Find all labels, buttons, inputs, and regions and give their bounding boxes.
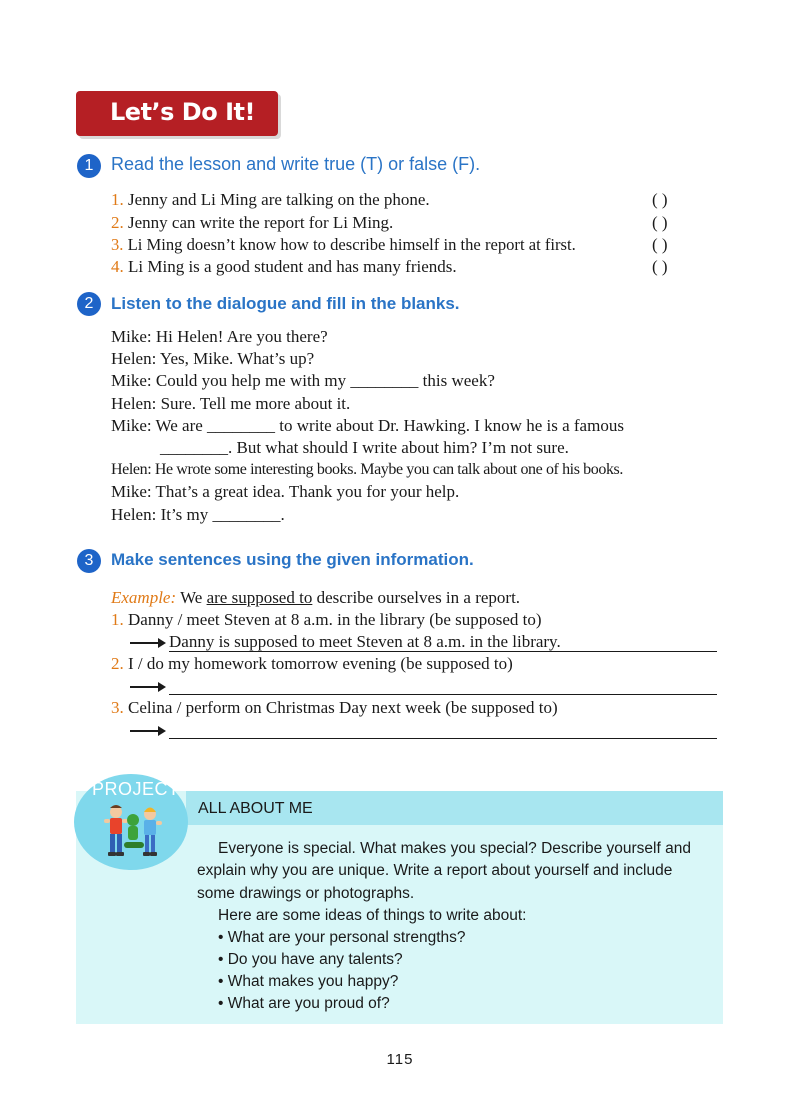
dialogue-line: Mike: We are ________ to write about Dr. Hawking. I know he is a famous	[111, 416, 624, 435]
dialogue-line: Mike: That’s a great idea. Thank you for your help.	[111, 482, 460, 501]
item-text: Danny / meet Steven at 8 a.m. in the library (be supposed to)	[128, 610, 542, 629]
arrow-icon	[130, 642, 164, 644]
item-number: 3.	[111, 698, 124, 717]
item-number: 1.	[111, 610, 124, 629]
answer-underline	[169, 738, 717, 739]
example-underlined: are supposed to	[206, 588, 313, 607]
dialogue-line: Mike: Hi Helen! Are you there?	[111, 327, 328, 346]
project-label: PROJECT	[92, 779, 180, 799]
item-number: 3.	[111, 235, 124, 254]
dialogue-line: ________. But what should I write about him? I’m not sure.	[160, 438, 569, 457]
tf-answer-box-4[interactable]: ( )	[652, 257, 668, 276]
dialogue-line: Helen: Yes, Mike. What’s up?	[111, 349, 315, 368]
item-text: Jenny can write the report for Li Ming.	[128, 213, 394, 232]
item-number: 2.	[111, 654, 124, 673]
dialogue-line: Helen: He wrote some interesting books. Maybe you can talk about one of his books.	[111, 461, 623, 478]
lets-do-it-banner	[76, 91, 278, 136]
item-number: 4.	[111, 257, 124, 276]
sentence-item-2	[111, 653, 513, 675]
item-number: 1.	[111, 190, 124, 209]
section-1-number: 1	[77, 154, 101, 178]
example-label: Example:	[111, 588, 177, 607]
section-3-number: 3	[77, 549, 101, 573]
dialogue-line: Helen: It’s my ________.	[111, 505, 285, 524]
project-idea-item: • What are you proud of?	[218, 995, 390, 1012]
project-header	[186, 791, 723, 825]
project-idea-item: • What makes you happy?	[218, 973, 399, 990]
item-text: Li Ming doesn’t know how to describe himself in the report at first.	[127, 235, 576, 254]
section-2-title: Listen to the dialogue and fill in the blanks.	[111, 294, 460, 313]
project-badge	[74, 774, 188, 870]
tf-answer-box-3[interactable]: ( )	[652, 235, 668, 254]
item-number: 2.	[111, 213, 124, 232]
item-text: I / do my homework tomorrow evening (be supposed to)	[128, 654, 513, 673]
tf-item-2	[111, 212, 393, 234]
project-paragraph-line-1: Everyone is special. What makes you special? Describe yourself and	[218, 840, 691, 857]
sentence-answer-1: Danny is supposed to meet Steven at 8 a.m. in the library.	[169, 632, 561, 651]
section-2-number: 2	[77, 292, 101, 316]
project-paragraph-line-2: explain why you are unique. Write a report about yourself and include	[197, 862, 673, 879]
example-line	[111, 587, 520, 609]
item-text: Jenny and Li Ming are talking on the phone.	[128, 190, 430, 209]
item-text: Celina / perform on Christmas Day next week (be supposed to)	[128, 698, 558, 717]
example-after: describe ourselves in a report.	[316, 588, 521, 607]
sentence-item-1	[111, 609, 542, 631]
project-ideas-intro: Here are some ideas of things to write about:	[218, 907, 527, 924]
section-3-title: Make sentences using the given information.	[111, 550, 474, 569]
sentence-item-3	[111, 697, 558, 719]
project-paragraph-line-3: some drawings or photographs.	[197, 885, 415, 902]
page-number: 115	[386, 1051, 414, 1068]
answer-underline[interactable]	[169, 694, 717, 695]
item-text: Li Ming is a good student and has many friends.	[128, 257, 457, 276]
dialogue-line: Helen: Sure. Tell me more about it.	[111, 394, 351, 413]
tf-answer-box-1[interactable]: ( )	[652, 190, 668, 209]
tf-answer-box-2[interactable]: ( )	[652, 213, 668, 232]
banner-title: Let’s Do It!	[110, 98, 255, 126]
project-idea-item: • Do you have any talents?	[218, 951, 403, 968]
example-before: We	[180, 588, 203, 607]
arrow-icon	[130, 686, 164, 688]
tf-item-3	[111, 234, 576, 256]
section-1-title: Read the lesson and write true (T) or false (F).	[111, 154, 481, 174]
arrow-icon	[130, 730, 164, 732]
tf-item-4	[111, 256, 457, 278]
dialogue-line: Mike: Could you help me with my ________ this week?	[111, 371, 495, 390]
tf-item-1	[111, 189, 430, 211]
project-heading: ALL ABOUT ME	[198, 800, 313, 817]
project-idea-item: • What are your personal strengths?	[218, 929, 466, 946]
answer-underline[interactable]	[169, 651, 717, 652]
children-illustration-icon	[102, 802, 164, 864]
